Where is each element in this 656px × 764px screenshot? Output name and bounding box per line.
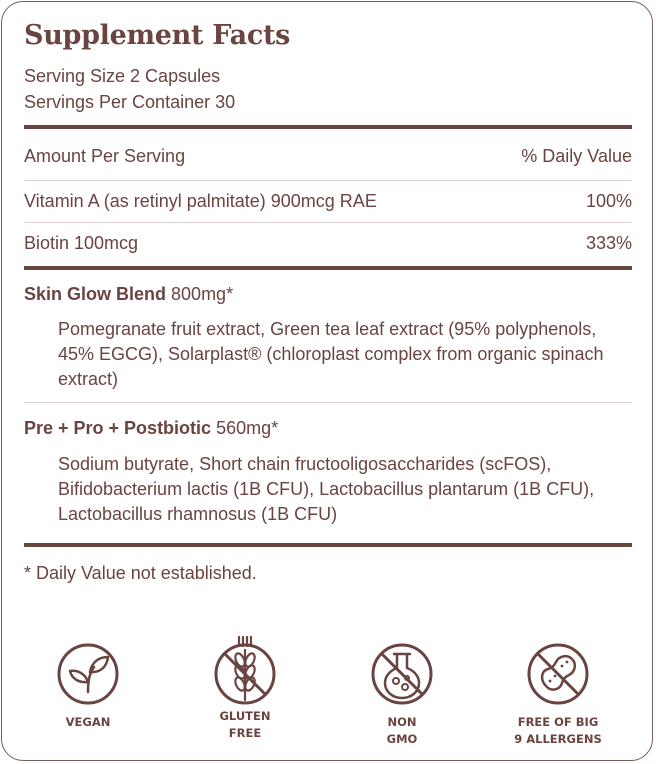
thick-divider xyxy=(24,543,632,547)
badge-label: FREE OF BIG 9 ALLERGENS xyxy=(514,715,602,746)
badge-allergen-free xyxy=(483,642,633,748)
flask-icon xyxy=(370,642,434,706)
blend-ingredients: Pomegranate fruit extract, Green tea leaf extract (95% polyphenols, 45% EGCG), Solarplast® (chloroplast complex from organic spinach extract) xyxy=(58,319,604,389)
thick-divider xyxy=(24,125,632,129)
nutrient-dv: 100% xyxy=(585,191,632,211)
serving-size: Serving Size 2 Capsules xyxy=(24,66,221,86)
blend-heading xyxy=(24,284,233,305)
supplement-facts-panel xyxy=(1,1,653,761)
wheat-crossed-icon xyxy=(213,636,277,706)
thick-divider xyxy=(24,266,632,270)
nutrient-row xyxy=(24,191,632,212)
amount-per-serving-label: Amount Per Serving xyxy=(24,146,186,166)
peanut-crossed-icon xyxy=(526,642,590,706)
nutrient-dv: 333% xyxy=(585,233,632,253)
leaf-sprout-icon xyxy=(56,642,120,706)
badge-vegan xyxy=(13,642,163,731)
blend-heading xyxy=(24,418,278,439)
blend-amount: 560mg* xyxy=(216,418,279,438)
daily-value-label: % Daily Value xyxy=(521,146,632,166)
divider xyxy=(24,402,632,403)
divider xyxy=(24,180,632,181)
footnote: * Daily Value not established. xyxy=(24,563,257,583)
panel-title: Supplement Facts xyxy=(24,20,291,51)
blend-name: Skin Glow Blend xyxy=(24,284,167,304)
nutrient-name: Biotin 100mcg xyxy=(24,233,139,253)
badge-gluten-free xyxy=(170,636,320,742)
nutrient-row xyxy=(24,233,632,254)
badge-label: GLUTEN FREE xyxy=(219,709,271,740)
table-header xyxy=(24,146,632,167)
blend-amount: 800mg* xyxy=(171,284,234,304)
divider xyxy=(24,222,632,223)
blend-name: Pre + Pro + Postbiotic xyxy=(24,418,212,438)
servings-per-container: Servings Per Container 30 xyxy=(24,92,236,112)
blend-ingredients: Sodium butyrate, Short chain fructooligosaccharides (scFOS), Bifidobacterium lactis (1B CFU), Lactobacillus plantarum (1B CFU), Lactobacillus rhamnosus (1B CFU) xyxy=(58,454,595,524)
badge-label: VEGAN xyxy=(65,715,111,729)
badge-label: NON GMO xyxy=(386,715,418,746)
nutrient-name: Vitamin A (as retinyl palmitate) 900mcg RAE xyxy=(24,191,377,211)
badge-non-gmo xyxy=(327,642,477,748)
